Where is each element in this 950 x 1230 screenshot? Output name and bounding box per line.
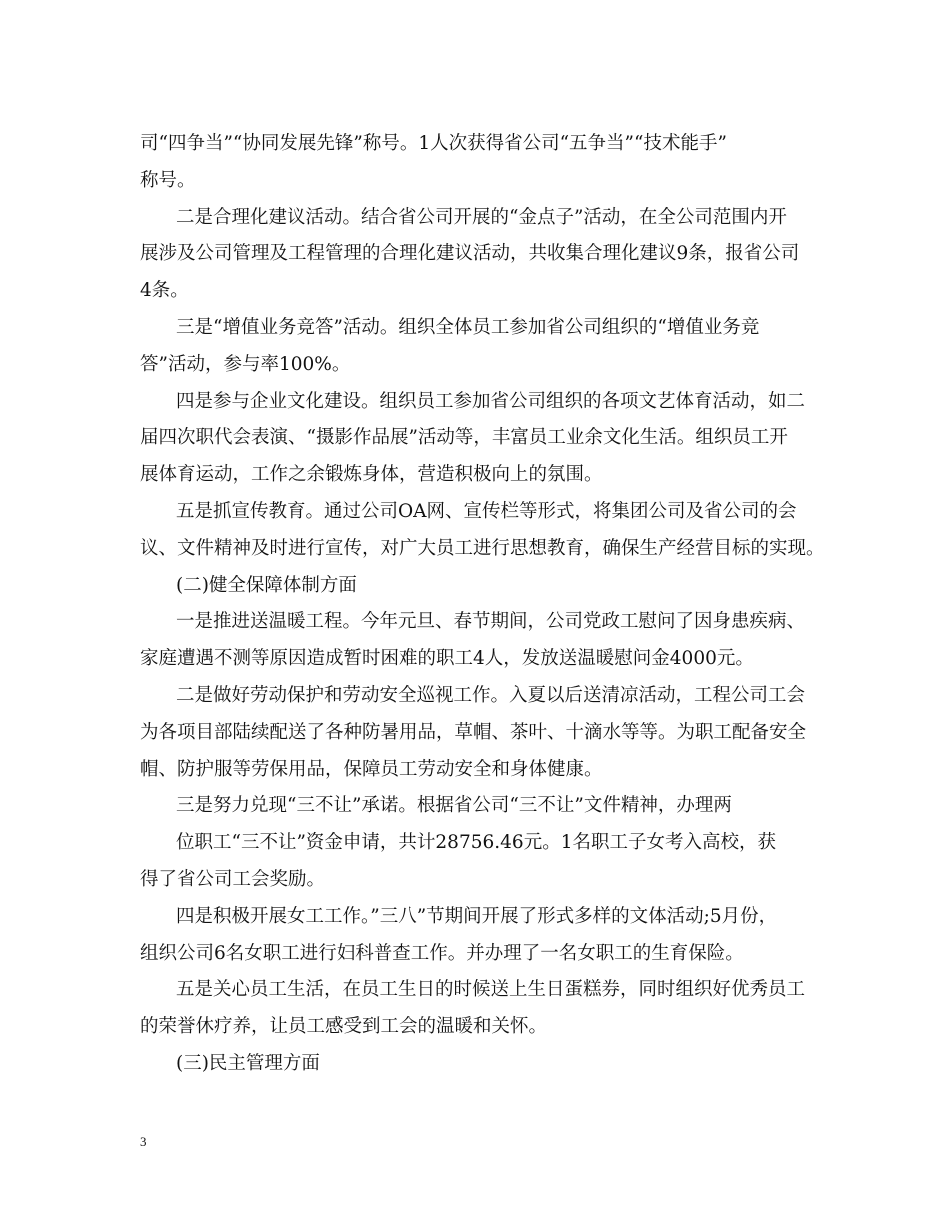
text-line: 得了省公司工会奖励。 xyxy=(140,868,326,890)
section-heading: (三)民主管理方面 xyxy=(176,1052,320,1074)
paragraph-start-line: 三是努力兑现“三不让”承诺。根据省公司“三不让”文件精神，办理两 xyxy=(176,795,732,817)
paragraph-start-line: 五是关心员工生活，在员工生日的时候送上生日蛋糕券，同时组织好优秀员工 xyxy=(176,979,806,1001)
text-line: 届四次职代会表演、“摄影作品展”活动等，丰富员工业余文化生活。组织员工开 xyxy=(140,427,788,449)
paragraph-start-line: 四是参与企业文化建设。组织员工参加省公司组织的各项文艺体育活动，如二 xyxy=(176,390,806,412)
text-line: 展涉及公司管理及工程管理的合理化建议活动，共收集合理化建议9条，报省公司 xyxy=(140,243,800,265)
text-line: 展体育运动，工作之余锻炼身体，营造积极向上的氛围。 xyxy=(140,464,603,486)
text-line: 组织公司6名女职工进行妇科普查工作。并办理了一名女职工的生育保险。 xyxy=(140,942,744,964)
text-line: 议、文件精神及时进行宣传，对广大员工进行思想教育，确保生产经营目标的实现。 xyxy=(140,537,825,559)
paragraph-start-line: 四是积极开展女工工作。”三八”节期间开展了形式多样的文体活动;5月份， xyxy=(176,905,778,927)
paragraph-start-line: 一是推进送温暖工程。今年元旦、春节期间，公司党政工慰问了因身患疾病、 xyxy=(176,611,806,633)
paragraph-start-line: 五是抓宣传教育。通过公司OA网、宣传栏等形式，将集团公司及省公司的会 xyxy=(176,500,797,522)
document-body xyxy=(140,126,825,1083)
text-line: 帽、防护服等劳保用品，保障员工劳动安全和身体健康。 xyxy=(140,758,603,780)
text-line: 答”活动，参与率100%。 xyxy=(140,353,351,375)
text-line: 称号。 xyxy=(140,169,196,191)
page-number: 3 xyxy=(140,1134,147,1149)
paragraph-start-line: 三是“增值业务竞答”活动。组织全体员工参加省公司组织的“增值业务竞 xyxy=(176,316,760,338)
text-line: 司“四争当”“协同发展先锋”称号。1人次获得省公司“五争当”“技术能手” xyxy=(140,133,727,154)
text-line: 位职工“三不让”资金申请，共计28756.46元。1名职工子女考入高校，获 xyxy=(176,832,776,854)
text-line: 家庭遭遇不测等原因造成暂时困难的职工4人，发放送温暖慰问金4000元。 xyxy=(140,648,754,670)
paragraph-start-line: 二是做好劳动保护和劳动安全巡视工作。入夏以后送清凉活动，工程公司工会 xyxy=(176,684,806,706)
paragraph-start-line: 二是合理化建议活动。结合省公司开展的“金点子”活动，在全公司范围内开 xyxy=(176,206,787,228)
section-heading: (二)健全保障体制方面 xyxy=(176,574,357,596)
text-line: 4条。 xyxy=(140,280,189,302)
text-line: 的荣誉休疗养，让员工感受到工会的温暖和关怀。 xyxy=(140,1016,548,1038)
text-line: 为各项目部陆续配送了各种防暑用品，草帽、茶叶、十滴水等等。为职工配备安全 xyxy=(140,721,807,743)
